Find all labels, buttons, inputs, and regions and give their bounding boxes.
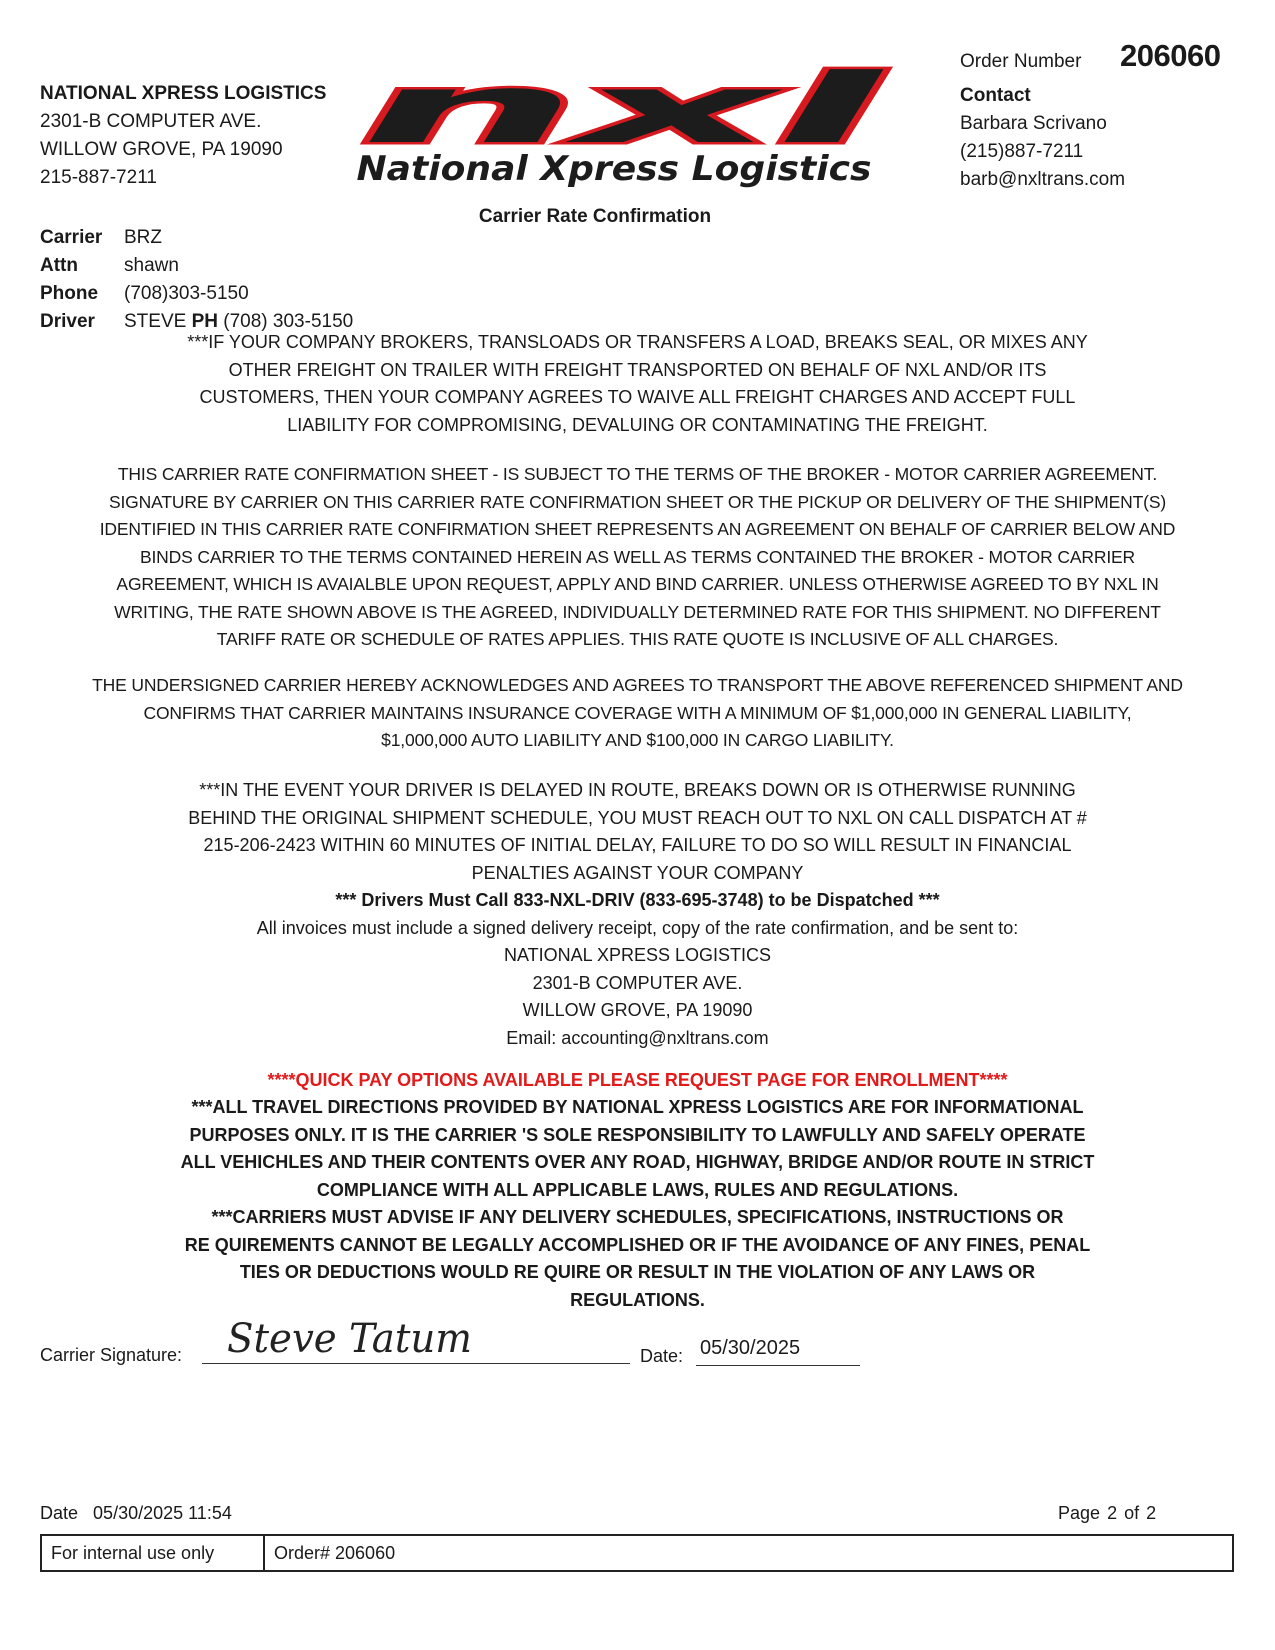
compliance-line: ***ALL TRAVEL DIRECTIONS PROVIDED BY NATIONAL XPRESS LOGISTICS ARE FOR INFORMATIONAL — [191, 1097, 1084, 1117]
internal-use-label: For internal use only — [42, 1536, 265, 1570]
driver-label: Driver — [40, 311, 95, 332]
footer-date-value: 05/30/2025 11:54 — [93, 1503, 232, 1523]
terms-line: AGREEMENT, WHICH IS AVAIALBLE UPON REQUEST, APPLY AND BIND CARRIER. UNLESS OTHERWISE AGREED TO BY NXL IN — [116, 574, 1159, 594]
carrier-row — [40, 224, 353, 252]
terms-paragraph-1 — [25, 329, 1250, 439]
invoice-instructions: All invoices must include a signed delivery receipt, copy of the rate confirmation, and be sent to: — [256, 917, 1019, 938]
terms-line: THE UNDERSIGNED CARRIER HEREBY ACKNOWLEDGES AND AGREES TO TRANSPORT THE ABOVE REFERENCED SHIPMENT AND — [92, 675, 1183, 695]
invoice-address-1: 2301-B COMPUTER AVE. — [532, 972, 743, 993]
terms-line: SIGNATURE BY CARRIER ON THIS CARRIER RATE CONFIRMATION SHEET OR THE PICKUP OR DELIVERY OF THE SHIPMENT(S) — [108, 491, 1167, 512]
quick-pay-notice: ****QUICK PAY OPTIONS AVAILABLE PLEASE REQUEST PAGE FOR ENROLLMENT**** — [267, 1070, 1008, 1090]
compliance-line: ALL VEHICHLES AND THEIR CONTENTS OVER ANY ROAD, HIGHWAY, BRIDGE AND/OR ROUTE IN STRICT — [180, 1152, 1095, 1172]
compliance-line: REGULATIONS. — [570, 1289, 705, 1310]
attn-label: Attn — [40, 255, 78, 276]
terms-line: CUSTOMERS, THEN YOUR COMPANY AGREES TO WAIVE ALL FREIGHT CHARGES AND ACCEPT FULL — [199, 387, 1076, 407]
page-indicator — [1058, 1503, 1156, 1524]
terms-line: TARIFF RATE OR SCHEDULE OF RATES APPLIES. THIS RATE QUOTE IS INCLUSIVE OF ALL CHARGES. — [216, 629, 1059, 649]
company-phone: 215-887-7211 — [40, 167, 157, 188]
terms-line: BEHIND THE ORIGINAL SHIPMENT SCHEDULE, YOU MUST REACH OUT TO NXL ON CALL DISPATCH AT # — [188, 807, 1087, 828]
carrier-label: Carrier — [40, 227, 103, 248]
terms-line: ***IN THE EVENT YOUR DRIVER IS DELAYED IN ROUTE, BREAKS DOWN OR IS OTHERWISE RUNNING — [199, 780, 1076, 800]
footer-date — [40, 1503, 232, 1524]
terms-line: THIS CARRIER RATE CONFIRMATION SHEET - IS SUBJECT TO THE TERMS OF THE BROKER - MOTOR CARRIER AGREEMENT. — [117, 464, 1158, 484]
signature-date-label: Date: — [640, 1346, 684, 1366]
terms-line: ***IF YOUR COMPANY BROKERS, TRANSLOADS OR TRANSFERS A LOAD, BREAKS SEAL, OR MIXES ANY — [187, 332, 1088, 352]
terms-line: BINDS CARRIER TO THE TERMS CONTAINED HEREIN AS WELL AS TERMS CONTAINED THE BROKER - MOTOR CARRIER — [139, 546, 1136, 567]
order-number-label: Order Number — [960, 51, 1082, 72]
company-name: NATIONAL XPRESS LOGISTICS — [40, 83, 327, 104]
driver-ph-value: (708) 303-5150 — [223, 311, 354, 332]
page-total: 2 — [1146, 1503, 1157, 1523]
terms-paragraph-2 — [25, 461, 1250, 654]
driver-ph-label: PH — [191, 311, 218, 332]
date-line[interactable] — [696, 1365, 860, 1366]
terms-line: PENALTIES AGAINST YOUR COMPANY — [471, 862, 804, 883]
terms-paragraph-4 — [25, 777, 1250, 1052]
nxl-logo-graphic — [330, 62, 895, 190]
carrier-info — [40, 224, 353, 336]
contact-name: Barbara Scrivano — [960, 113, 1107, 134]
compliance-line: TIES OR DEDUCTIONS WOULD RE QUIRE OR RESULT IN THE VIOLATION OF ANY LAWS OR — [239, 1262, 1036, 1282]
signature-graphic — [225, 1306, 505, 1366]
attn-value: shawn — [124, 255, 179, 276]
terms-line: WRITING, THE RATE SHOWN ABOVE IS THE AGREED, INDIVIDUALLY DETERMINED RATE FOR THIS SHIPMENT. NO DIFFERENT — [114, 601, 1161, 622]
driver-name: STEVE — [124, 311, 187, 332]
compliance-notice — [25, 1094, 1250, 1314]
contact-email: barb@nxltrans.com — [960, 169, 1126, 190]
logo-tagline: National Xpress Logistics — [356, 149, 872, 189]
company-address-1: 2301-B COMPUTER AVE. — [40, 111, 262, 132]
page-number: 2 — [1107, 1503, 1118, 1523]
carrier-signature-label: Carrier Signature: — [40, 1345, 183, 1365]
dispatch-notice: *** Drivers Must Call 833-NXL-DRIV (833-695-3748) to be Dispatched *** — [335, 890, 940, 910]
attn-row — [40, 252, 353, 280]
invoice-email: Email: accounting@nxltrans.com — [506, 1027, 769, 1048]
terms-line: 215-206-2423 WITHIN 60 MINUTES OF INITIAL DELAY, FAILURE TO DO SO WILL RESULT IN FINANCIAL — [203, 835, 1072, 855]
page-label: Page — [1058, 1503, 1101, 1523]
terms-line: CONFIRMS THAT CARRIER MAINTAINS INSURANCE COVERAGE WITH A MINIMUM OF $1,000,000 IN GENERAL LIABILITY, — [143, 702, 1132, 723]
handwritten-signature — [225, 1306, 505, 1366]
order-contact-block — [960, 38, 1250, 194]
company-address-2: WILLOW GROVE, PA 19090 — [40, 139, 283, 160]
signature-text: Steve Tatum — [227, 1316, 472, 1362]
compliance-line: RE QUIREMENTS CANNOT BE LEGALLY ACCOMPLISHED OR IF THE AVOIDANCE OF ANY FINES, PENAL — [184, 1234, 1091, 1255]
order-number-value: 206060 — [1120, 38, 1221, 73]
terms-paragraph-3 — [25, 672, 1250, 755]
document-title: Carrier Rate Confirmation — [478, 206, 712, 227]
phone-value: (708)303-5150 — [124, 283, 249, 304]
internal-use-box — [40, 1534, 1234, 1572]
nxl-logo — [330, 62, 895, 190]
company-block — [40, 80, 326, 192]
order-number-row — [960, 38, 1250, 82]
phone-row — [40, 280, 353, 308]
signature-date-value: 05/30/2025 — [700, 1337, 801, 1359]
compliance-line: COMPLIANCE WITH ALL APPLICABLE LAWS, RULES AND REGULATIONS. — [316, 1179, 959, 1200]
contact-phone: (215)887-7211 — [960, 141, 1084, 162]
compliance-line: PURPOSES ONLY. IT IS THE CARRIER 'S SOLE RESPONSIBILITY TO LAWFULLY AND SAFELY OPERATE — [189, 1124, 1086, 1145]
terms-line: $1,000,000 AUTO LIABILITY AND $100,000 IN CARGO LIABILITY. — [381, 730, 894, 750]
logo-letters: nxl — [360, 62, 884, 165]
terms-line: OTHER FREIGHT ON TRAILER WITH FREIGHT TRANSPORTED ON BEHALF OF NXL AND/OR ITS — [228, 359, 1047, 380]
contact-label: Contact — [960, 85, 1031, 106]
carrier-value: BRZ — [124, 227, 162, 248]
invoice-company: NATIONAL XPRESS LOGISTICS — [503, 945, 772, 965]
terms-line: LIABILITY FOR COMPROMISING, DEVALUING OR CONTAMINATING THE FREIGHT. — [287, 414, 988, 435]
page-of: of — [1124, 1503, 1140, 1523]
phone-label: Phone — [40, 283, 99, 304]
invoice-address-2: WILLOW GROVE, PA 19090 — [522, 1000, 753, 1020]
terms-line: IDENTIFIED IN THIS CARRIER RATE CONFIRMATION SHEET REPRESENTS AN AGREEMENT ON BEHALF OF CARRIER BELOW AND — [99, 519, 1176, 539]
internal-order-ref: Order# 206060 — [274, 1542, 396, 1563]
compliance-line: ***CARRIERS MUST ADVISE IF ANY DELIVERY SCHEDULES, SPECIFICATIONS, INSTRUCTIONS OR — [211, 1207, 1064, 1227]
footer-date-label: Date — [40, 1503, 79, 1523]
